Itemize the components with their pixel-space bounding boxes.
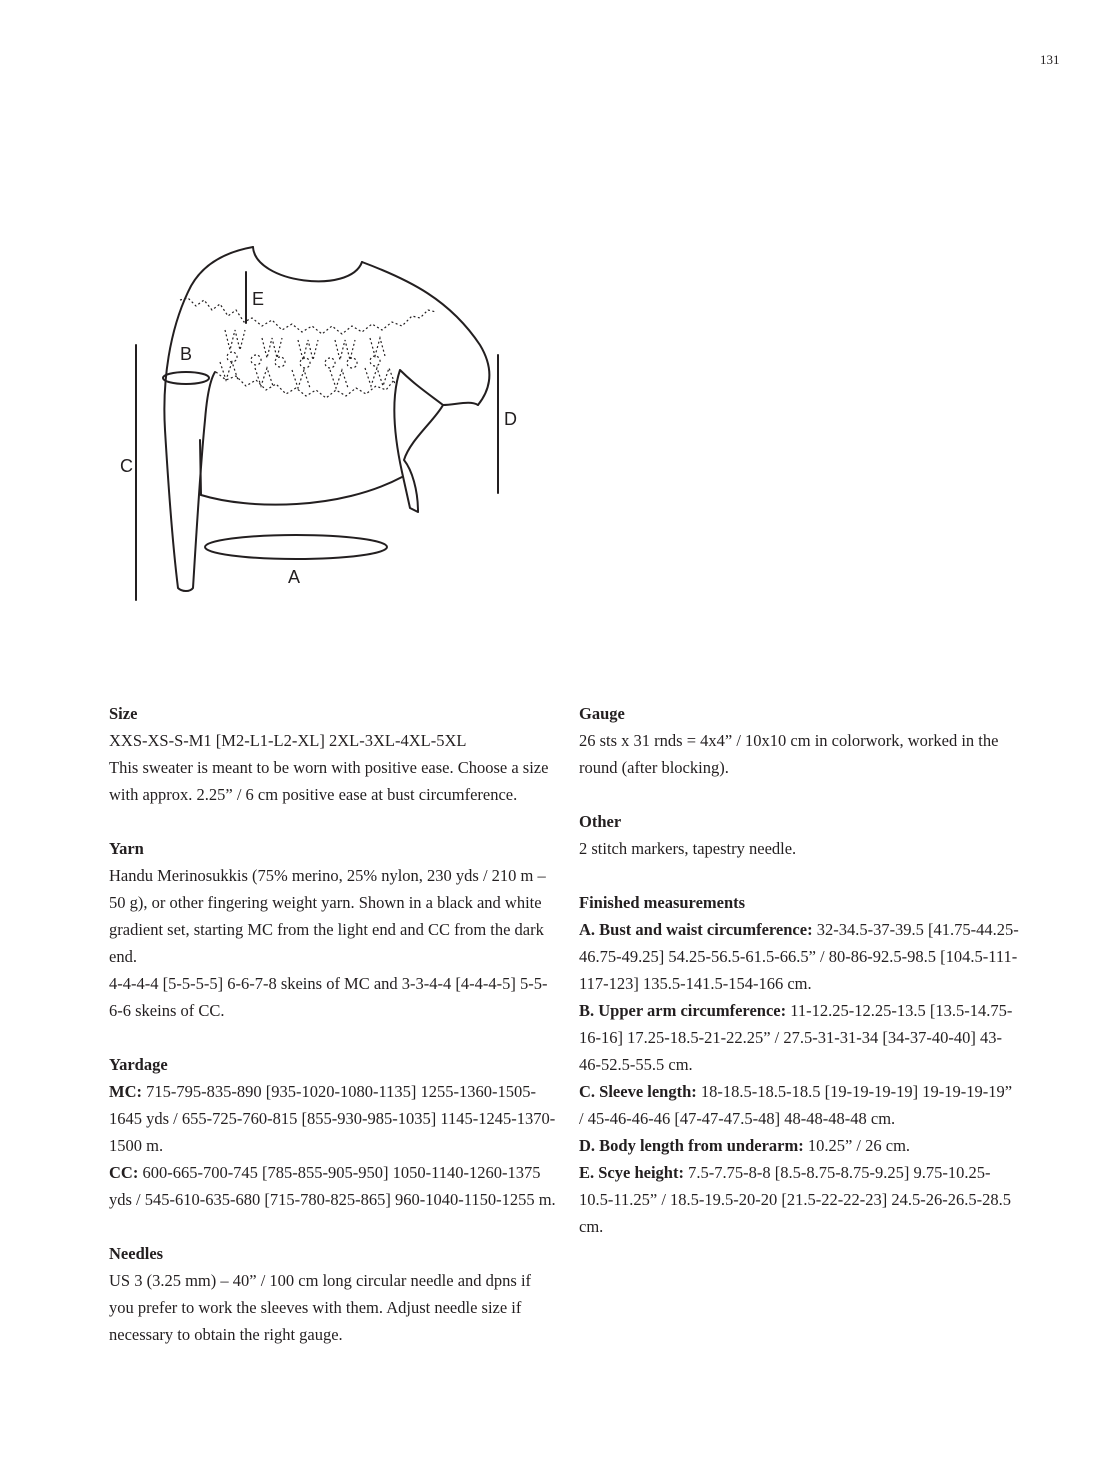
size-list: XXS-XS-S-M1 [M2-L1-L2-XL] 2XL-3XL-4XL-5XL	[109, 731, 467, 750]
needles-text: US 3 (3.25 mm) – 40” / 100 cm long circular needle and dpns if you prefer to work the sleeves with them. Adjust needle size if necessary to obtain the right gauge.	[109, 1271, 532, 1344]
measurement-item	[579, 1159, 1019, 1240]
gauge-section	[579, 700, 1019, 781]
needles-section	[109, 1240, 559, 1348]
yardage-section	[109, 1051, 559, 1213]
yardage-cc	[109, 1159, 559, 1213]
yardage-mc-value: 715-795-835-890 [935-1020-1080-1135] 1255-1360-1505-1645 yds / 655-725-760-815 [855-930-985-1035] 1145-1245-1370-1500 m.	[109, 1082, 556, 1155]
yoke-pattern-top	[180, 298, 436, 334]
gauge-text: 26 sts x 31 rnds = 4x4” / 10x10 cm in colorwork, worked in the round (after blocking).	[579, 731, 999, 777]
page-number: 131	[1040, 52, 1060, 67]
yardage-heading: Yardage	[109, 1055, 168, 1074]
measurement-label: A. Bust and waist circumference:	[579, 920, 813, 939]
measurement-label: E. Scye height:	[579, 1163, 684, 1182]
right-sleeve-outline	[394, 370, 443, 512]
needles-heading: Needles	[109, 1244, 164, 1263]
label-a: A	[288, 567, 301, 587]
bust-circumference-ellipse	[205, 535, 387, 559]
neckline	[253, 247, 362, 281]
yarn-description: Handu Merinosukkis (75% merino, 25% nylon, 230 yds / 210 m – 50 g), or other fingering weight yarn. Shown in a black and white gradient set, starting MC from the light end and CC from the dark end.	[109, 866, 546, 966]
yoke-pattern-zigzag-2	[220, 362, 395, 388]
yoke-pattern-circles	[227, 352, 380, 368]
measurement-label: D. Body length from underarm:	[579, 1136, 804, 1155]
yoke-pattern-zigzag-1	[225, 330, 385, 360]
size-section	[109, 700, 559, 808]
measurement-value: 11-12.25-12.25-13.5 [13.5-14.75-16-16] 17.25-18.5-21-22.25” / 27.5-31-31-34 [34-37-40-40] 43-46-52.5-55.5 cm.	[579, 1001, 1013, 1074]
label-e: E	[252, 289, 265, 309]
measurement-value: 32-34.5-37-39.5 [41.75-44.25-46.75-49.25] 54.25-56.5-61.5-66.5” / 80-86-92.5-98.5 [104.5-111-117-123] 135.5-141.5-154-166 cm.	[579, 920, 1019, 993]
other-text: 2 stitch markers, tapestry needle.	[579, 839, 797, 858]
size-note: This sweater is meant to be worn with positive ease. Choose a size with approx. 2.25” / 6 cm positive ease at bust circumference.	[109, 758, 549, 804]
gauge-heading: Gauge	[579, 704, 625, 723]
sweater-left-outline	[164, 247, 253, 591]
upper-arm-ellipse	[163, 372, 209, 384]
measurement-value: 18-18.5-18.5-18.5 [19-19-19-19] 19-19-19-19” / 45-46-46-46 [47-47-47.5-48] 48-48-48-48 cm.	[579, 1082, 1013, 1128]
sweater-body-side	[200, 440, 201, 495]
yardage-cc-label: CC:	[109, 1163, 139, 1182]
yardage-mc-label: MC:	[109, 1082, 142, 1101]
yardage-cc-value: 600-665-700-745 [785-855-905-950] 1050-1140-1260-1375 yds / 545-610-635-680 [715-780-825-865] 960-1040-1150-1255 m.	[109, 1163, 556, 1209]
size-heading: Size	[109, 704, 138, 723]
measurement-label: C. Sleeve length:	[579, 1082, 697, 1101]
left-column	[109, 700, 559, 1375]
right-column	[579, 700, 1019, 1267]
measurement-item	[579, 1132, 1019, 1159]
finished-measurements-section	[579, 889, 1019, 1240]
measurement-item	[579, 916, 1019, 997]
measurement-item	[579, 997, 1019, 1078]
yarn-heading: Yarn	[109, 839, 144, 858]
yoke-pattern-bottom	[216, 372, 394, 398]
finished-heading: Finished measurements	[579, 893, 746, 912]
label-d: D	[504, 409, 517, 429]
other-section	[579, 808, 1019, 862]
yarn-section	[109, 835, 559, 1024]
underarm-line	[443, 403, 478, 405]
measurement-value: 10.25” / 26 cm.	[803, 1136, 911, 1155]
yarn-skeins: 4-4-4-4 [5-5-5-5] 6-6-7-8 skeins of MC and 3-3-4-4 [4-4-4-5] 5-5-6-6 skeins of CC.	[109, 974, 548, 1020]
yardage-mc	[109, 1078, 559, 1159]
measurement-item	[579, 1078, 1019, 1132]
measurement-label: B. Upper arm circumference:	[579, 1001, 787, 1020]
measurement-value: 7.5-7.75-8-8 [8.5-8.75-8.75-9.25] 9.75-10.25-10.5-11.25” / 18.5-19.5-20-20 [21.5-22-22-23] 24.5-26-26.5-28.5 cm.	[579, 1163, 1011, 1236]
label-c: C	[120, 456, 133, 476]
sweater-schematic	[0, 0, 1120, 700]
sweater-right-outline	[362, 262, 489, 405]
sweater-hem	[201, 477, 402, 505]
other-heading: Other	[579, 812, 622, 831]
label-b: B	[180, 344, 193, 364]
